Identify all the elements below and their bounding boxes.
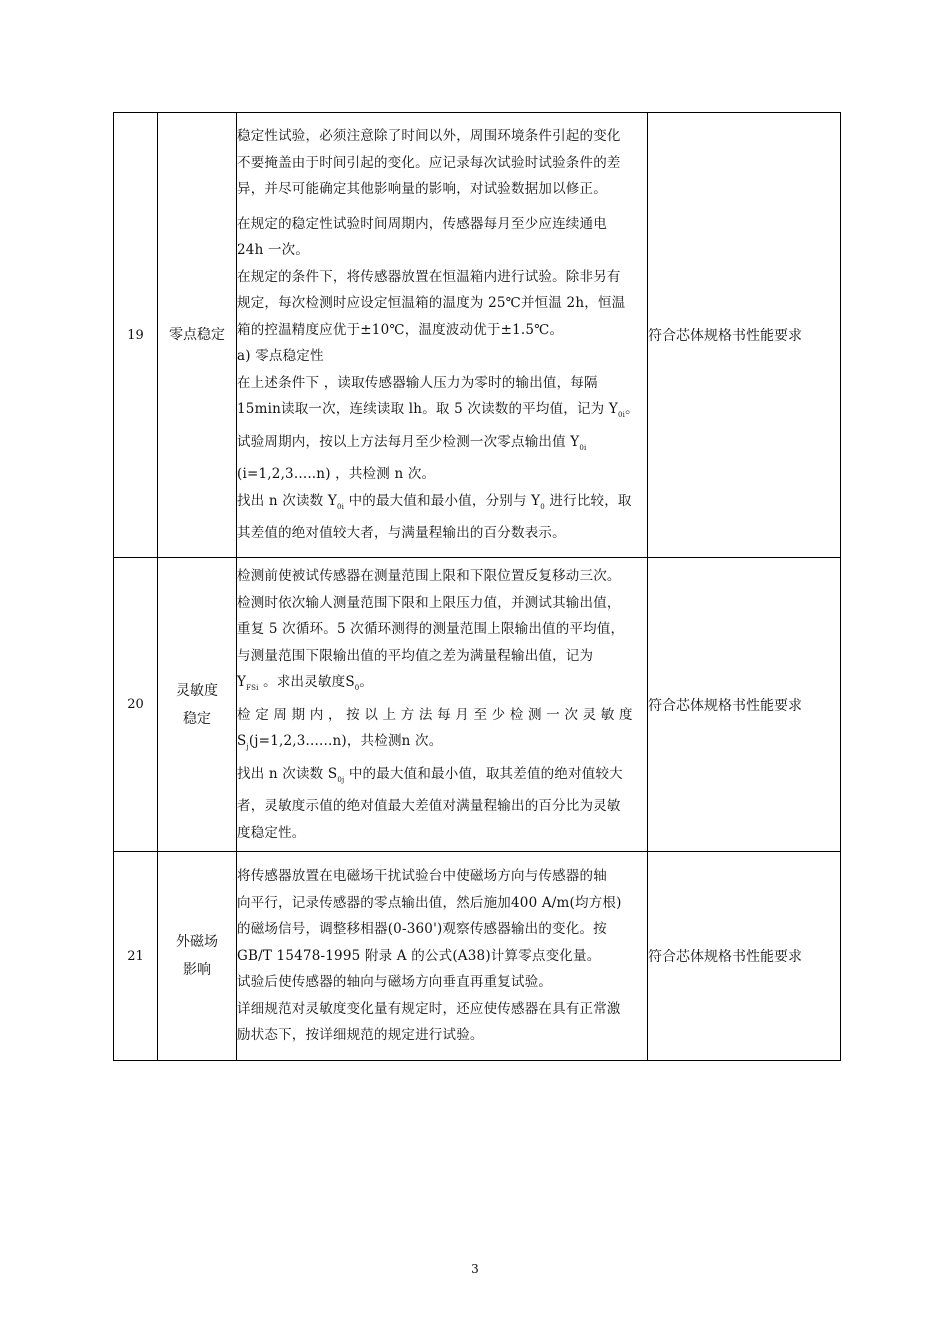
- method-line: 24h 一次。: [237, 242, 310, 259]
- test-method: [237, 558, 648, 852]
- method-line: 检测时依次输人测量范围下限和上限压力值，并测试其输出值，: [237, 594, 621, 611]
- test-item: [158, 852, 237, 1061]
- method-line: 15min读取一次，连续读取 lh。取 5 次读数的平均值，记为 $Y_{0i}$。: [237, 401, 639, 420]
- method-line: 在规定的稳定性试验时间周期内，传感器每月至少应连续通电: [237, 215, 607, 232]
- method-line: 不要掩盖由于时间引起的变化。应记录每次试验时试验条件的差: [237, 154, 621, 171]
- table-row: [114, 852, 841, 1061]
- method-line: 者，灵敏度示值的绝对值最大差值对满量程输出的百分比为灵敏: [237, 798, 621, 814]
- test-item-line: 外磁场: [176, 934, 218, 950]
- method-line: GB/T 15478-1995 附录 A 的公式(A38)计算零点变化量。: [237, 947, 601, 964]
- page-number: 3: [471, 1262, 479, 1276]
- method-line: 试验周期内，按以上方法每月至少检测一次零点输出值 $Y_{0i}$: [237, 433, 587, 452]
- method-line: 的磁场信号，调整移相器(0-360')观察传感器输出的变化。按: [237, 921, 607, 938]
- test-item-line: 稳定: [183, 710, 211, 727]
- test-item: [158, 558, 237, 852]
- test-method: [237, 113, 648, 558]
- method-line: 度稳定性。: [237, 824, 306, 841]
- method-line: 详细规范对灵敏度变化量有规定时，还应使传感器在具有正常激: [237, 1000, 621, 1017]
- method-line: 检 定 周 期 内 ， 按 以 上 方 法 每 月 至 少 检 测 一 次 灵 敏 度: [237, 706, 633, 723]
- table-row: [114, 558, 841, 852]
- method-line: (i=1,2,3.....n) ，共检测 n 次。: [237, 466, 436, 483]
- method-line: 将传感器放置在电磁场干扰试验台中使磁场方向与传感器的轴: [237, 868, 607, 885]
- method-line: 在上述条件下 ，读取传感器输人压力为零时的输出值，每隔: [237, 374, 598, 391]
- requirement: 符合芯体规格书性能要求: [648, 113, 841, 558]
- method-line: 稳定性试验，必须注意除了时间以外，周围环境条件引起的变化: [237, 128, 621, 145]
- method-line: $Y_{FSi}$ 。求出灵敏度$S_0$。: [237, 674, 374, 692]
- row-number: 19: [114, 113, 158, 558]
- method-line: 规定，每次检测时应设定恒温箱的温度为 25℃并恒温 2h，恒温: [237, 295, 626, 312]
- method-line: 试验后使传感器的轴向与磁场方向垂直再重复试验。: [237, 974, 553, 991]
- row-number: 21: [114, 852, 158, 1061]
- requirement: 符合芯体规格书性能要求: [648, 852, 841, 1061]
- paragraph-gap: [237, 203, 647, 211]
- test-item: [158, 113, 237, 558]
- method-line: $S_j(j=1,2,3......n)$，共检测n 次。: [237, 733, 443, 751]
- table-row: [114, 113, 841, 558]
- method-line: 重复 5 次循环。5 次循环测得的测量范围上限输出值的平均值，: [237, 621, 625, 637]
- method-line: 励状态下，按详细规范的规定进行试验。: [237, 1027, 484, 1044]
- method-line: a) 零点稳定性: [237, 348, 324, 365]
- row-number: 20: [114, 558, 158, 852]
- method-line: 箱的控温精度应优于±10℃，温度波动优于±1.5℃。: [237, 321, 564, 338]
- requirement: 符合芯体规格书性能要求: [648, 558, 841, 852]
- method-line: 找出 n 次读数 $S_{0j}$ 中的最大值和最小值，取其差值的绝对值较大: [237, 765, 623, 784]
- method-line: 其差值的绝对值较大者，与满量程输出的百分数表示。: [237, 525, 566, 542]
- test-method: [237, 852, 648, 1061]
- test-item-line: 灵敏度: [176, 682, 218, 699]
- spec-table: [113, 112, 841, 1061]
- test-item-line: 零点稳定: [169, 327, 225, 343]
- test-item-line: 影响: [183, 962, 211, 978]
- method-line: 与测量范围下限输出值的平均值之差为满量程输出值，记为: [237, 647, 594, 664]
- method-line: 在规定的条件下，将传感器放置在恒温箱内进行试验。除非另有: [237, 268, 621, 285]
- method-line: 检测前使被试传感器在测量范围上限和下限位置反复移动三次。: [237, 568, 621, 584]
- method-line: 找出 n 次读数 $Y_{0i}$ 中的最大值和最小值，分别与 $Y_0$ 进行比较，取: [237, 492, 632, 511]
- method-line: 异，并尽可能确定其他影响量的影响，对试验数据加以修正。: [237, 181, 607, 198]
- method-line: 向平行，记录传感器的零点输出值，然后施加400 A/m(均方根): [237, 894, 622, 911]
